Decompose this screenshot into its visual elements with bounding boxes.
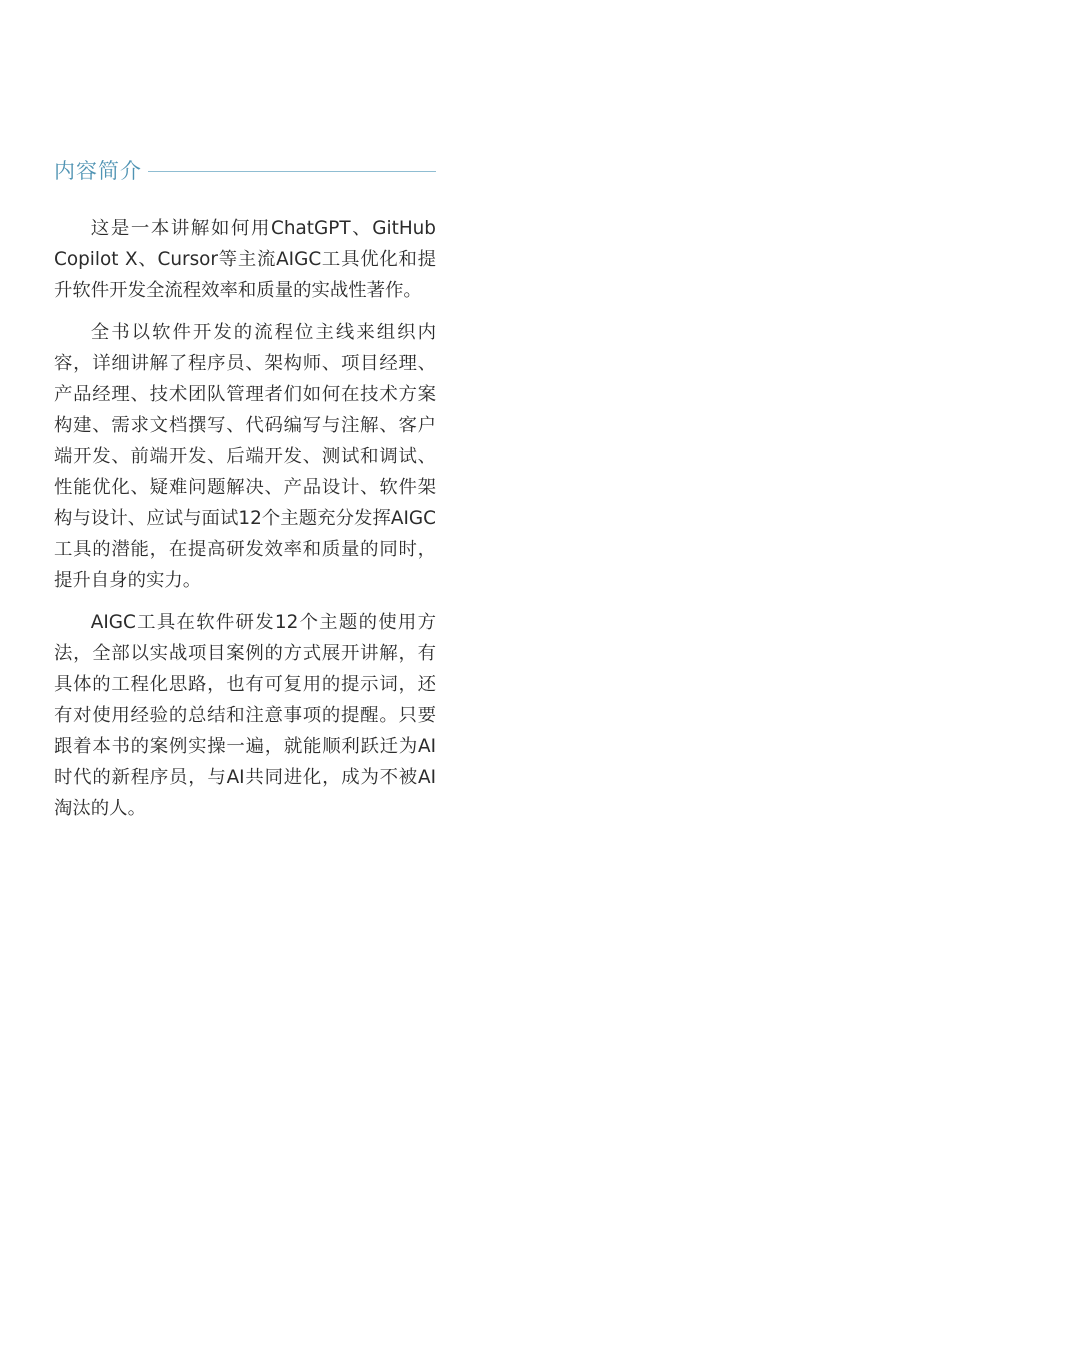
- paragraph-structure: 全书以软件开发的流程位主线来组织内容，详细讲解了程序员、架构师、项目经理、产品经理、技术团队管理者们如何在技术方案构建、需求文档撰写、代码编写与注解、客户端开发、前端开发、后端开发、测试和调试、性能优化、疑难问题解决、产品设计、软件架构与设计、应试与面试12个主题充分发挥AIGC工具的潜能，在提高研发效率和质量的同时，提升自身的实力。: [54, 322, 436, 591]
- paragraph-intro: 这是一本讲解如何用ChatGPT、GitHub Copilot X、Cursor等主流AIGC工具优化和提升软件开发全流程效率和质量的实战性著作。: [54, 218, 436, 301]
- section-header: [54, 154, 436, 188]
- section-divider: [148, 171, 436, 172]
- paragraph-methods: AIGC工具在软件研发12个主题的使用方法，全部以实战项目案例的方式展开讲解，有具体的工程化思路，也有可复用的提示词，还有对使用经验的总结和注意事项的提醒。只要跟着本书的案例实操一遍，就能顺利跃迁为AI时代的新程序员，与AI共同进化，成为不被AI淘汰的人。: [54, 612, 436, 819]
- body-text: [54, 213, 436, 835]
- section-title: 内容简介: [54, 159, 142, 183]
